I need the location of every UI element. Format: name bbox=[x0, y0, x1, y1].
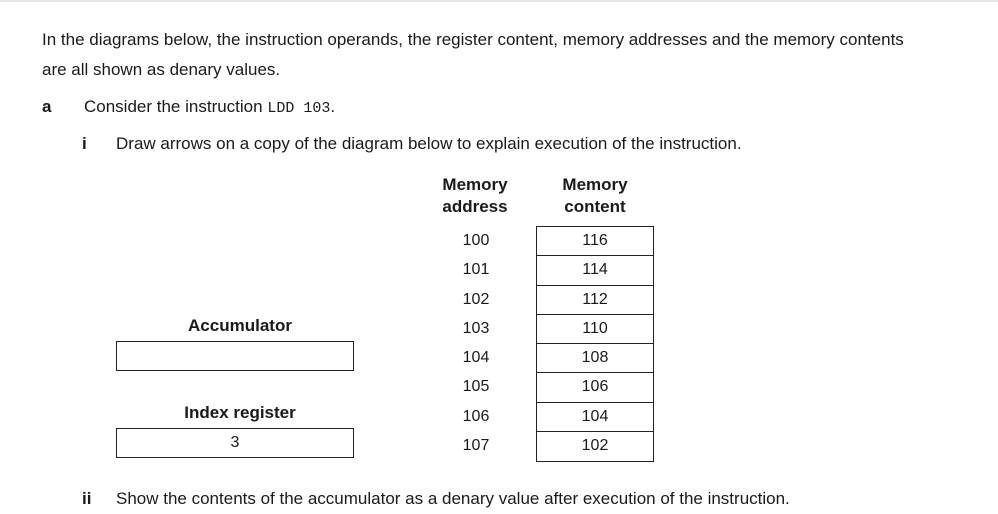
memory-address: 100 bbox=[462, 232, 490, 249]
index-register-label: Index register bbox=[184, 403, 296, 422]
memory-content-cell: 112 bbox=[537, 286, 653, 315]
memory-address: 107 bbox=[462, 437, 490, 455]
memory-address: 103 bbox=[462, 319, 490, 337]
instruction-code: LDD 103 bbox=[267, 100, 331, 117]
memory-address: 102 bbox=[462, 290, 490, 308]
question-i-text: Draw arrows on a copy of the diagram below to explain execution of the instruction. bbox=[116, 134, 742, 153]
intro-text-line-1: In the diagrams below, the instruction operands, the register content, memory addresses and the memory contents bbox=[42, 30, 904, 49]
memory-address: 106 bbox=[462, 407, 490, 425]
question-a-text bbox=[84, 94, 335, 122]
index-register-box: 3 bbox=[116, 428, 354, 458]
memory-content-table bbox=[536, 226, 654, 462]
memory-content-header bbox=[540, 174, 650, 218]
question-a-prefix: Consider the instruction bbox=[84, 97, 268, 116]
top-divider bbox=[0, 0, 998, 2]
question-ii-label: ii bbox=[82, 489, 92, 508]
memory-content-header-line-2: content bbox=[564, 197, 626, 216]
memory-address: 104 bbox=[462, 349, 490, 367]
memory-content-cell: 108 bbox=[537, 344, 653, 373]
memory-content-cell: 102 bbox=[581, 437, 609, 455]
memory-content-cell: 104 bbox=[537, 403, 653, 432]
memory-content-cell: 110 bbox=[537, 315, 653, 344]
intro-text-line-2: are all shown as denary values. bbox=[42, 60, 281, 79]
question-i-label: i bbox=[82, 134, 87, 153]
memory-address: 105 bbox=[462, 378, 490, 396]
memory-address: 101 bbox=[462, 261, 490, 279]
memory-content-header-line-1: Memory bbox=[562, 175, 628, 194]
accumulator-box bbox=[116, 341, 354, 371]
question-a-suffix: . bbox=[330, 97, 336, 116]
memory-content-cell: 116 bbox=[537, 227, 653, 256]
memory-address-header-line-2: address bbox=[442, 197, 508, 216]
question-a-label: a bbox=[42, 97, 52, 116]
accumulator-label: Accumulator bbox=[188, 316, 292, 335]
memory-address-header-line-1: Memory bbox=[442, 175, 508, 194]
memory-content-cell: 106 bbox=[537, 373, 653, 402]
memory-content-cell: 114 bbox=[537, 256, 653, 285]
memory-address-header bbox=[425, 174, 525, 218]
memory-address-column bbox=[440, 226, 512, 460]
question-ii-text: Show the contents of the accumulator as a denary value after execution of the instruction. bbox=[116, 489, 790, 508]
